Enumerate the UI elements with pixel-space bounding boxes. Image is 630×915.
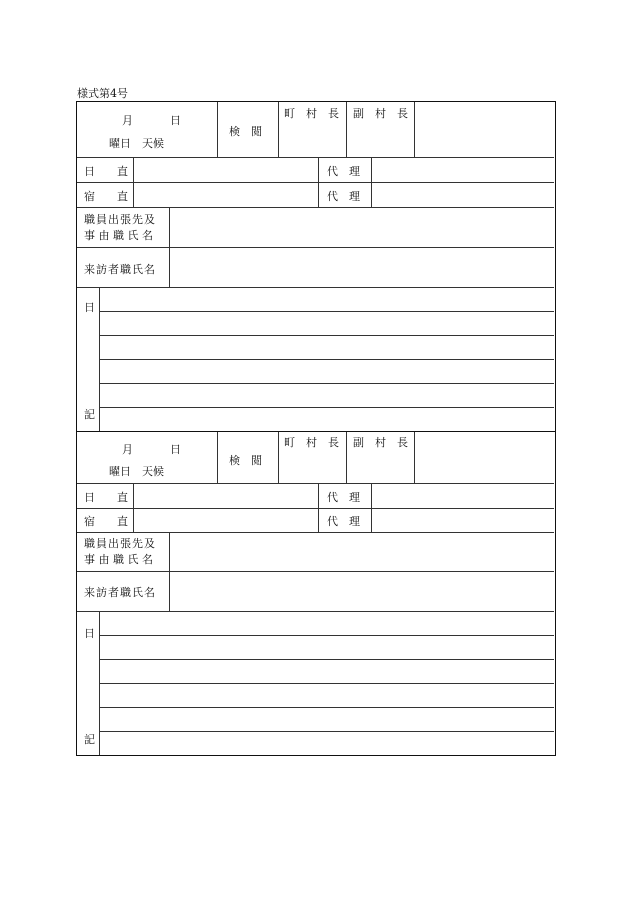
inspection-label: 検 閲 bbox=[229, 125, 262, 138]
day-duty-label: 日 直 bbox=[84, 165, 128, 178]
staff-trip-label-line1: 職員出張先及 bbox=[84, 537, 156, 550]
day-duty-label: 日 直 bbox=[84, 491, 128, 504]
date-field[interactable] bbox=[77, 102, 217, 157]
night-duty-field[interactable] bbox=[133, 182, 318, 207]
diary-field[interactable] bbox=[99, 287, 554, 431]
night-duty-label: 宿 直 bbox=[84, 515, 128, 528]
extra-stamp-field[interactable] bbox=[414, 102, 554, 157]
substitute-label-2: 代 理 bbox=[327, 190, 360, 203]
deputy-mayor-stamp-field[interactable] bbox=[346, 432, 414, 483]
month-label: 月 bbox=[122, 443, 133, 456]
night-duty-label: 宿 直 bbox=[84, 190, 128, 203]
visitor-field[interactable] bbox=[169, 247, 554, 287]
day-duty-field[interactable] bbox=[133, 483, 318, 508]
month-label: 月 bbox=[122, 114, 133, 127]
mayor-stamp-field[interactable] bbox=[278, 102, 346, 157]
diary-label-top: 日 bbox=[84, 301, 95, 314]
extra-stamp-field[interactable] bbox=[414, 432, 554, 483]
diary-label-top: 日 bbox=[84, 627, 95, 640]
diary-form-2 bbox=[76, 431, 556, 756]
day-duty-substitute-field[interactable] bbox=[371, 157, 554, 182]
night-duty-substitute-field[interactable] bbox=[371, 182, 554, 207]
staff-trip-label-line2: 事 由 職 氏 名 bbox=[84, 229, 153, 242]
staff-trip-field[interactable] bbox=[169, 207, 554, 247]
deputy-mayor-stamp-field[interactable] bbox=[346, 102, 414, 157]
substitute-label-1: 代 理 bbox=[327, 491, 360, 504]
visitor-field[interactable] bbox=[169, 571, 554, 611]
weekday-weather-label: 曜日 天候 bbox=[109, 137, 164, 150]
substitute-label-2: 代 理 bbox=[327, 515, 360, 528]
diary-label-bottom: 記 bbox=[84, 733, 95, 746]
diary-label-bottom: 記 bbox=[84, 408, 95, 421]
visitor-label: 来訪者職氏名 bbox=[84, 263, 156, 276]
staff-trip-label-line1: 職員出張先及 bbox=[84, 213, 156, 226]
inspection-label: 検 閲 bbox=[229, 454, 262, 467]
night-duty-substitute-field[interactable] bbox=[371, 508, 554, 532]
weekday-weather-label: 曜日 天候 bbox=[109, 465, 164, 478]
date-field[interactable] bbox=[77, 432, 217, 483]
mayor-label: 町 村 長 bbox=[284, 107, 339, 120]
staff-trip-label-line2: 事 由 職 氏 名 bbox=[84, 553, 153, 566]
diary-form-1 bbox=[76, 101, 556, 432]
mayor-stamp-field[interactable] bbox=[278, 432, 346, 483]
day-duty-field[interactable] bbox=[133, 157, 318, 182]
day-label: 日 bbox=[170, 443, 181, 456]
mayor-label: 町 村 長 bbox=[284, 436, 339, 449]
night-duty-field[interactable] bbox=[133, 508, 318, 532]
substitute-label-1: 代 理 bbox=[327, 165, 360, 178]
day-duty-substitute-field[interactable] bbox=[371, 483, 554, 508]
visitor-label: 来訪者職氏名 bbox=[84, 586, 156, 599]
staff-trip-field[interactable] bbox=[169, 532, 554, 571]
deputy-mayor-label: 副 村 長 bbox=[353, 436, 408, 449]
day-label: 日 bbox=[170, 114, 181, 127]
form-number-label: 様式第4号 bbox=[77, 87, 128, 100]
deputy-mayor-label: 副 村 長 bbox=[353, 107, 408, 120]
diary-field[interactable] bbox=[99, 611, 554, 755]
